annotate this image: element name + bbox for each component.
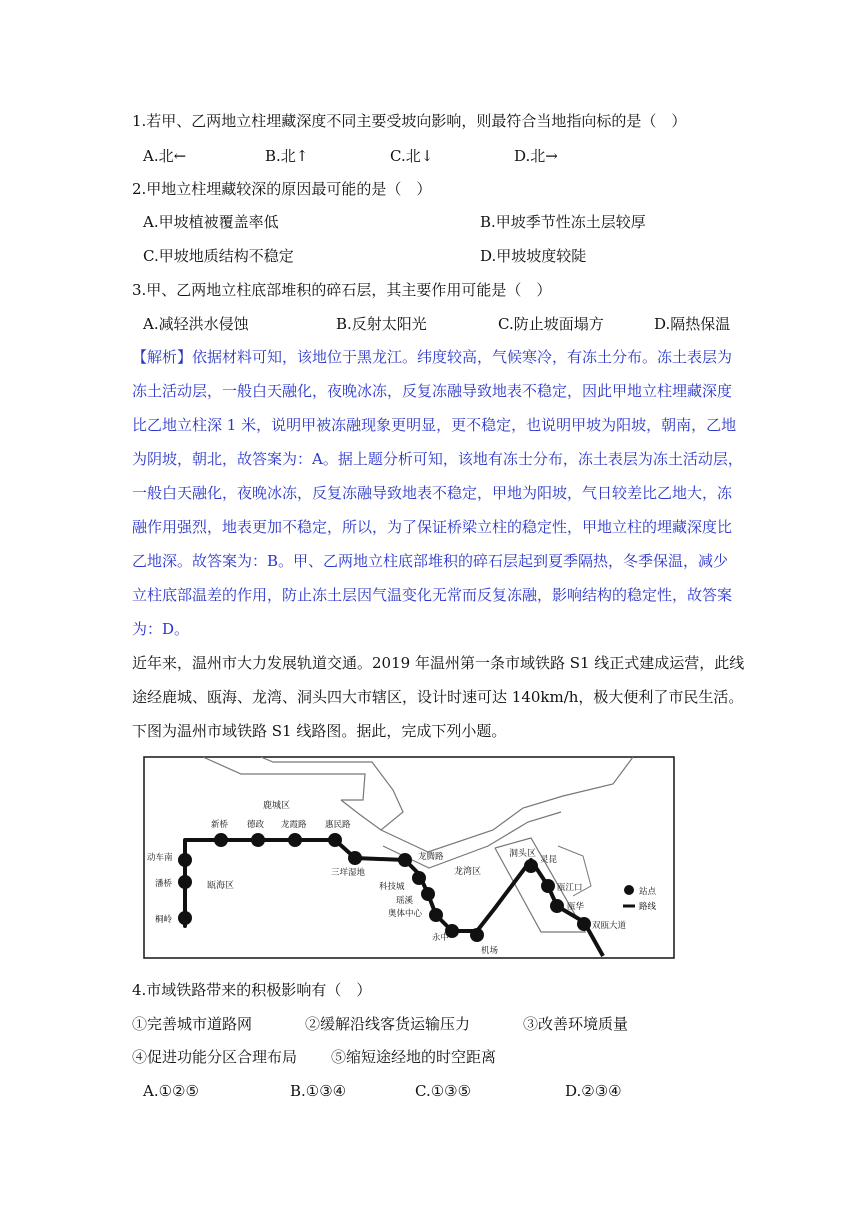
q4-option-b: B.①③④ (290, 1082, 347, 1100)
station-lingkun (524, 859, 538, 873)
label-lingkun: 灵昆 (540, 855, 558, 865)
q3-option-c: C.防止坡面塌方 (498, 315, 604, 333)
analysis-line-3: 比乙地立柱深 1 米，说明甲被冻融现象更明显，更不稳定，也说明甲坡为阳坡，朝南，乙地 (132, 416, 737, 434)
q4-item-3: ③改善环境质量 (523, 1015, 629, 1033)
analysis-line-9: 为：D。 (132, 620, 190, 638)
station-jichang (470, 928, 484, 942)
label-tongling: 桐岭 (155, 915, 173, 925)
s1-route-map (143, 756, 675, 959)
label-aotizhongxin: 奥体中心 (388, 909, 423, 919)
legend-route-label: 路线 (639, 902, 657, 912)
q4-item-5: ⑤缩短途经地的时空距离 (331, 1048, 497, 1066)
analysis-line-2: 冻土活动层，一般白天融化，夜晚冰冻，反复冻融导致地表不稳定，因此甲地立柱埋藏深度 (132, 382, 733, 400)
intro-line-1: 近年来，温州市大力发展轨道交通。2019 年温州第一条市域铁路 S1 线正式建成运营，此线 (132, 654, 745, 672)
q3-option-a: A.减轻洪水侵蚀 (143, 315, 249, 333)
analysis-line-5: 一般白天融化，夜晚冰冻，反复冻融导致地表不稳定，甲地为阳坡，气日较差比乙地大，冻 (132, 484, 733, 502)
q2-option-d: D.甲坡坡度较陡 (480, 247, 587, 265)
station-shuangoudadao (577, 917, 591, 931)
label-dezheng: 德政 (247, 820, 265, 830)
q4-option-c: C.①③⑤ (415, 1082, 472, 1100)
label-ouhua: 瓯华 (567, 902, 585, 912)
q1-option-a: A.北← (143, 147, 187, 165)
station-dongchenan (178, 853, 192, 867)
q2-option-c: C.甲坡地质结构不稳定 (143, 247, 294, 265)
q3-stem: 3.甲、乙两地立柱底部堆积的碎石层，其主要作用可能是（ ） (132, 281, 552, 299)
label-shuangoudadao: 双瓯大道 (592, 921, 627, 931)
analysis-line-1: 【解析】依据材料可知，该地位于黑龙江。纬度较高，气候寒冷，有冻土分布。冻土表层为 (132, 348, 733, 366)
q1-option-d: D.北→ (514, 147, 558, 165)
district-lucheng: 鹿城区 (263, 801, 291, 811)
q4-item-2: ②缓解沿线客货运输压力 (305, 1015, 471, 1033)
label-oujiangkou: 瓯江口 (557, 883, 583, 893)
station-aotizhongxin (429, 908, 443, 922)
q1-stem: 1.若甲、乙两地立柱埋藏深度不同主要受坡向影响，则最符合当地指向标的是（ ） (132, 112, 687, 130)
label-sanyangshidi: 三垟湿地 (331, 868, 366, 878)
analysis-line-6: 融作用强烈，地表更加不稳定，所以，为了保证桥梁立柱的稳定性，甲地立柱的埋藏深度比 (132, 518, 733, 536)
intro-line-3: 下图为温州市域铁路 S1 线路图。据此，完成下列小题。 (132, 722, 507, 740)
district-longwan: 龙湾区 (454, 867, 482, 877)
station-panqiao (178, 875, 192, 889)
intro-line-2: 途经鹿城、瓯海、龙湾、洞头四大市辖区，设计时速可达 140km/h，极大便利了市民生活。 (132, 688, 744, 706)
label-panqiao: 潘桥 (155, 879, 173, 889)
analysis-line-4: 为阴坡，朝北，故答案为：A。据上题分析可知，该地有冻士分布，冻土表层为冻土活动层， (132, 450, 743, 468)
district-dongtou: 洞头区 (509, 849, 537, 859)
q3-option-b: B.反射太阳光 (336, 315, 427, 333)
analysis-line-8: 立柱底部温差的作用，防止冻土层因气温变化无常而反复冻融，影响结构的稳定性，故答案 (132, 586, 733, 604)
label-longxialu: 龙霞路 (281, 820, 307, 830)
label-huiminlu: 惠民路 (325, 820, 351, 830)
station-xinqiao (214, 833, 228, 847)
q2-stem: 2.甲地立柱埋藏较深的原因最可能的是（ ） (132, 180, 432, 198)
q4-option-a: A.①②⑤ (143, 1082, 199, 1100)
label-longtenglu: 龙腾路 (418, 852, 444, 862)
station-dezheng (251, 833, 265, 847)
station-longtenglu (398, 853, 412, 867)
legend-station-label: 站点 (639, 887, 657, 897)
station-ouhua (550, 899, 564, 913)
q4-option-d: D.②③④ (565, 1082, 622, 1100)
station-longxialu (288, 833, 302, 847)
label-yongzhong: 永中 (432, 933, 450, 943)
station-oujiangkou (541, 879, 555, 893)
station-kejicheng (412, 871, 426, 885)
q2-option-b: B.甲坡季节性冻土层较厚 (480, 213, 646, 231)
q3-option-d: D.隔热保温 (654, 315, 731, 333)
label-xinqiao: 新桥 (211, 820, 229, 830)
station-yaoxi (421, 887, 435, 901)
label-jichang: 机场 (481, 946, 499, 956)
q2-option-a: A.甲坡植被覆盖率低 (143, 213, 279, 231)
q4-item-1: ①完善城市道路网 (132, 1015, 253, 1033)
label-dongchenan: 动车南 (147, 853, 173, 863)
district-ouhai: 瓯海区 (207, 881, 235, 891)
label-yaoxi: 瑶溪 (396, 896, 414, 906)
q1-option-c: C.北↓ (390, 147, 434, 165)
q1-option-b: B.北↑ (265, 147, 309, 165)
analysis-line-7: 乙地深。故答案为：B。甲、乙两地立柱底部堆积的碎石层起到夏季隔热，冬季保温，减少 (132, 552, 729, 570)
station-huiminlu (328, 833, 342, 847)
station-tongling (178, 911, 192, 925)
label-kejicheng: 科技城 (379, 882, 405, 892)
legend-station-symbol (624, 885, 634, 895)
q4-stem: 4.市域铁路带来的积极影响有（ ） (132, 981, 372, 999)
q4-item-4: ④促进功能分区合理布局 (132, 1048, 298, 1066)
station-sanyangshidi (348, 851, 362, 865)
